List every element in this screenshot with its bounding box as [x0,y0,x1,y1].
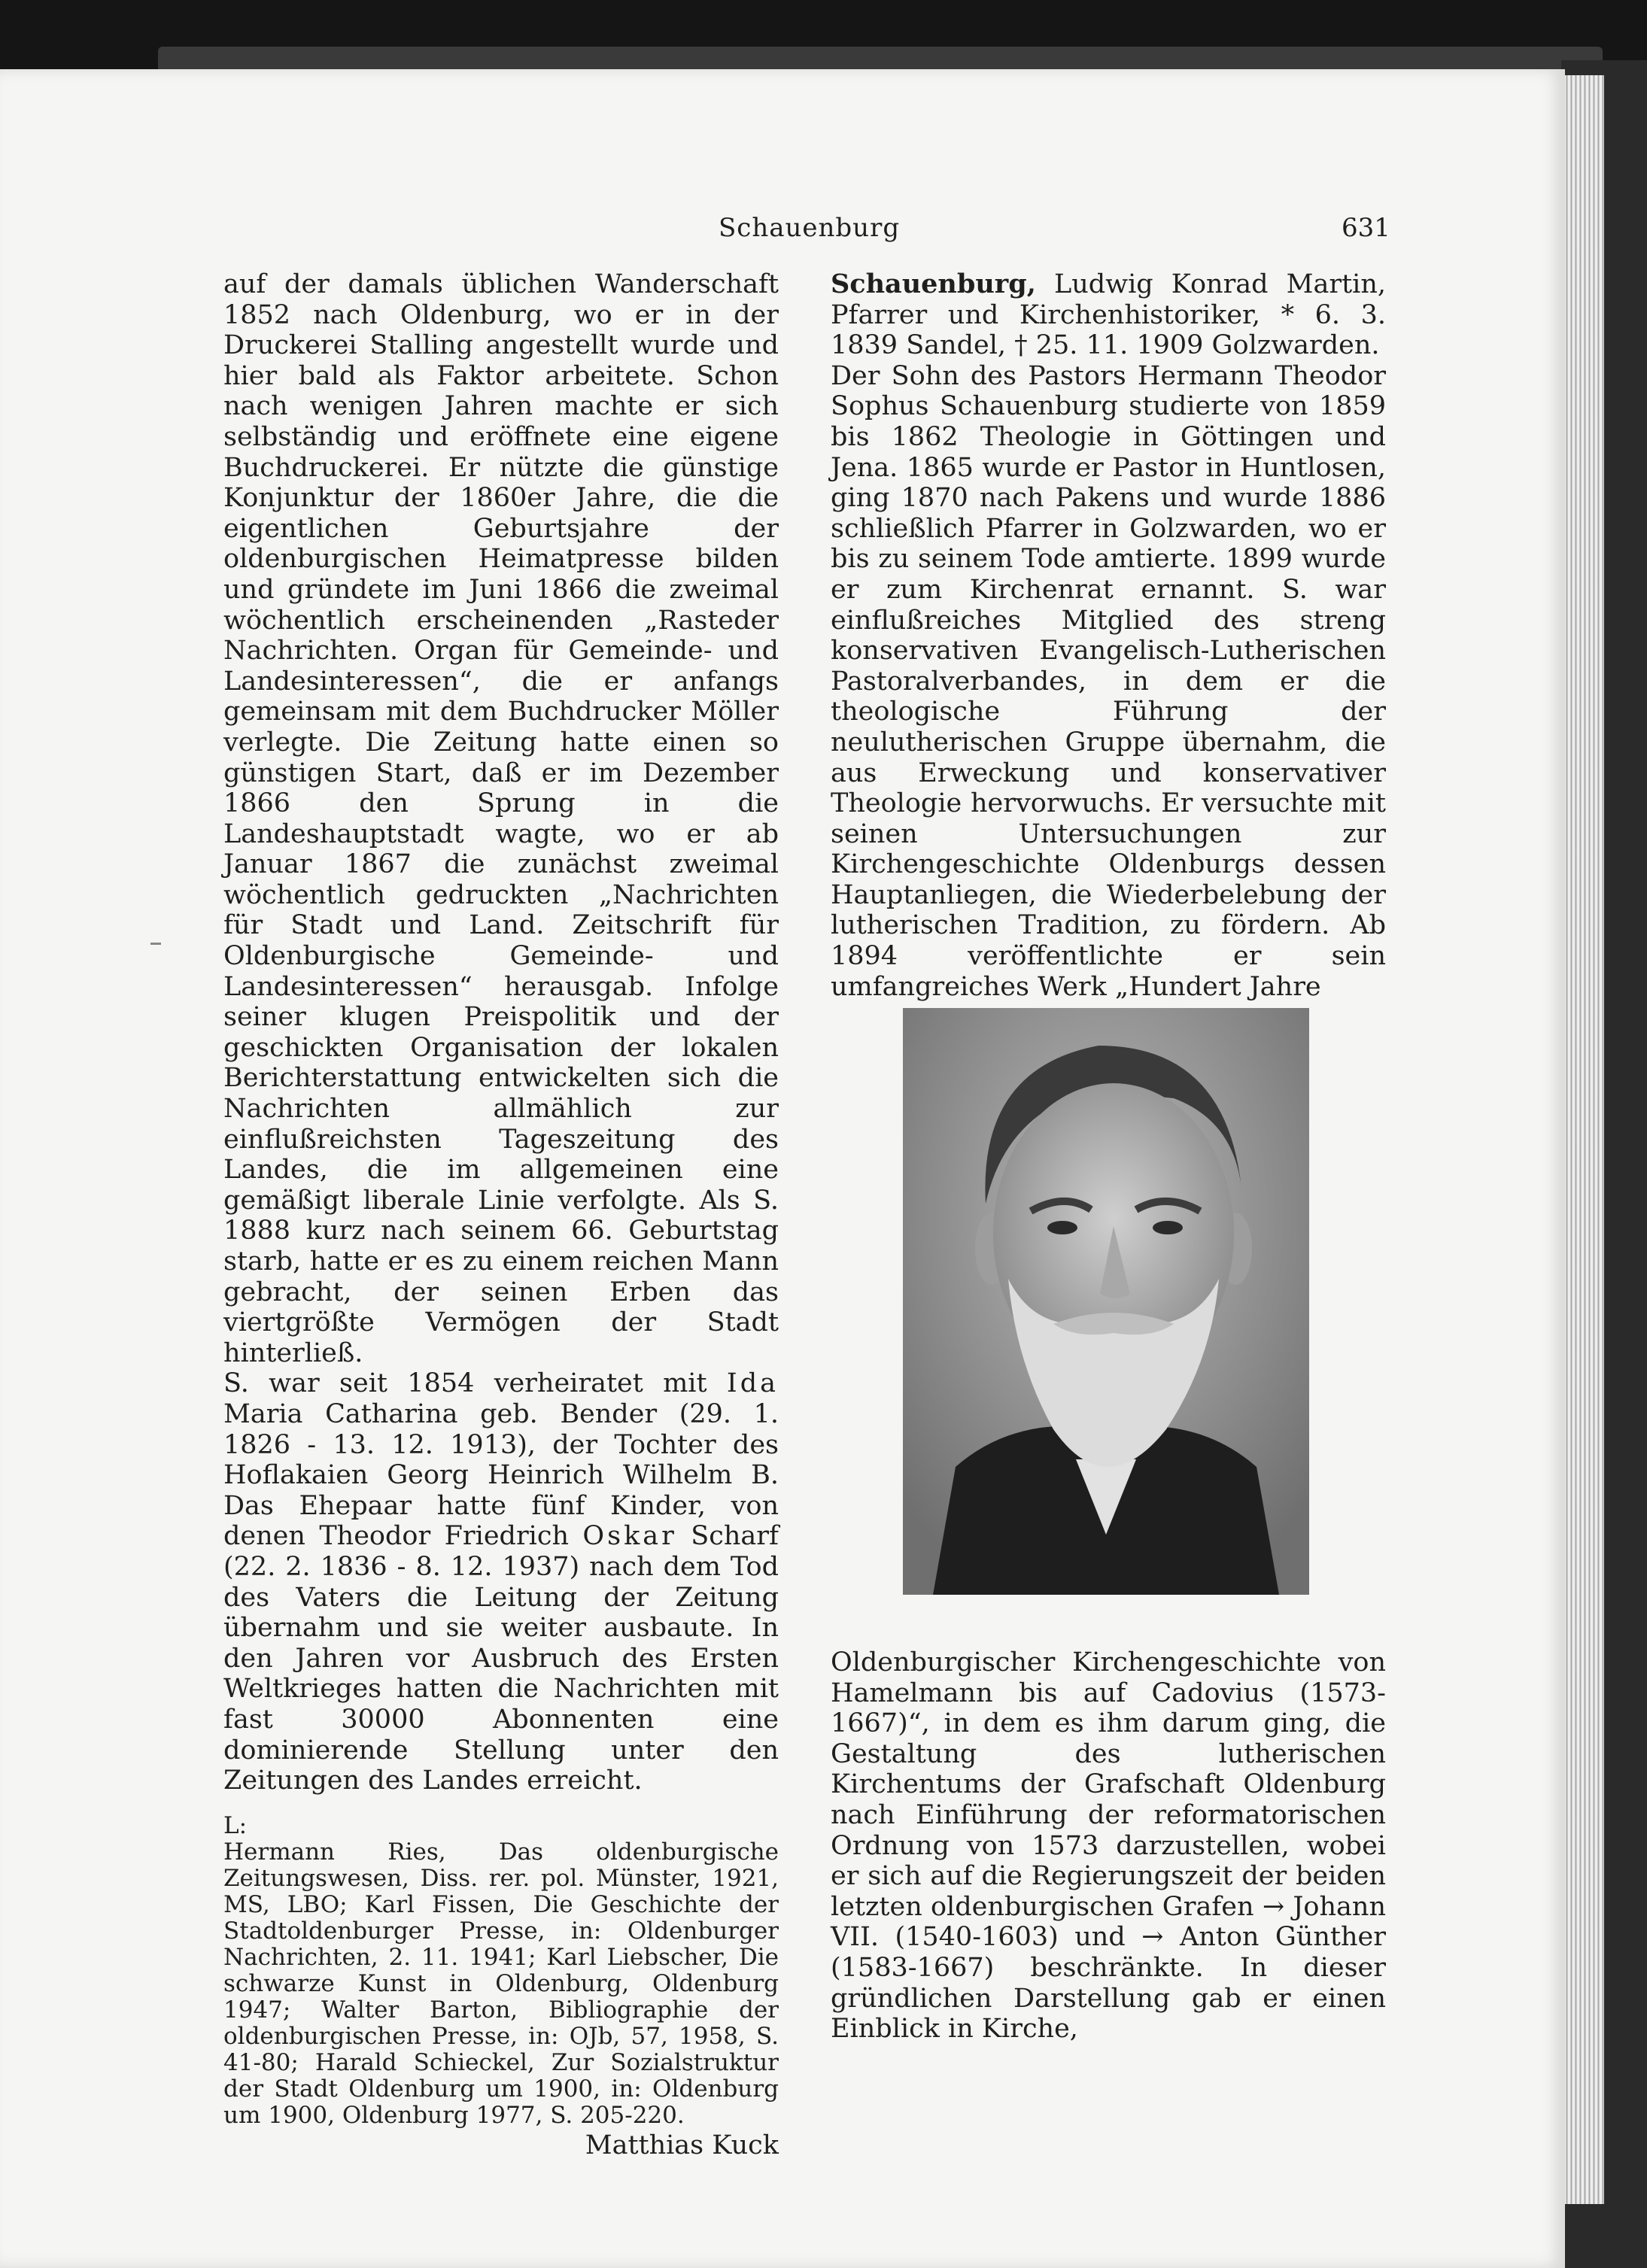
left-paragraph-1: auf der damals üblichen Wanderschaft 1852 nach Oldenburg, wo er in der Druckerei Stalling angestellt wurde und hier bald als Faktor arbeitete. Schon nach wenigen Jahren machte er sich selbständig und eröffnete eine eigene Buchdruckerei. Er nützte die günstige Konjunktur der 1860er Jahre, die die eigentlichen Geburtsjahre der oldenburgischen Heimatpresse bilden und gründete im Juni 1866 die zweimal wöchentlich erscheinenden „Rasteder Nachrichten. Organ für Gemeinde- und Landesinteressen“, die er anfangs gemeinsam mit dem Buchdrucker Möller verlegte. Die Zeitung hatte einen so günstigen Start, daß er im Dezember 1866 den Sprung in die Landeshauptstadt wagte, wo er ab Januar 1867 die zunächst zweimal wöchentlich gedruckten „Nachrichten für Stadt und Land. Zeitschrift für Oldenburgische Gemeinde- und Landesinteressen“ herausgab. Infolge seiner klugen Preispolitik und der geschickten Organisation der lokalen Berichterstattung entwickelten sich die Nachrichten allmählich zur einflußreichsten Tageszeitung des Landes, die im allgemeinen eine gemäßigt liberale Linie verfolgte. Als S. 1888 kurz nach seinem 66. Geburtstag starb, hatte er es zu einem reichen Mann gebracht, der seinen Erben das viertgrößte Vermögen der Stadt hinterließ. [223,269,779,1368]
margin-mark [150,943,161,945]
paragraph-2-text-b: Maria Catharina geb. Bender (29. 1. 1826 - 13. 12. 1913), der Tochter des Hoflakaien Georg Heinrich Wilhelm B. Das Ehepaar hatte fünf Kinder, von denen Theodor Friedrich [223,1398,779,1552]
right-paragraph-2: Oldenburgischer Kirchengeschichte von Hamelmann bis auf Cadovius (1573-1667)“, in dem es ihm darum ging, die Gestaltung des lutherischen Kirchentums der Grafschaft Oldenburg nach Einführung der reformatorischen Ordnung von 1573 darzustellen, wobei er sich auf die Regierungszeit der beiden letzten oldenburgischen Grafen → Johann VII. (1540-1603) und → Anton Günther (1583-1667) beschränkte. In dieser gründlichen Darstellung gab er einen Einblick in Kirche, [831,1647,1386,2045]
paragraph-2-text-c: Scharf (22. 2. 1836 - 8. 12. 1937) nach dem Tod des Vaters die Leitung der Zeitung übernahm und sie weiter ausbaute. In den Jahren vor Ausbruch des Ersten Weltkrieges hatten die Nachrichten mit fast 30000 Abonnenten eine dominierende Stellung unter den Zeitungen des Landes erreicht. [223,1521,779,1796]
right-column-top [831,269,1386,1002]
running-header: Schauenburg [719,213,901,243]
literature-section [223,1813,779,2129]
entry-header-text: Ludwig Konrad Martin, Pfarrer und Kirchenhistoriker, * 6. 3. 1839 Sandel, † 25. 11. 1909 Golzwarden. [831,269,1386,361]
portrait-photo [903,1008,1309,1595]
spaced-name-oskar: Oskar [582,1521,677,1552]
right-column-bottom [831,1647,1386,2045]
paragraph-2-text-a: S. war seit 1854 verheiratet mit [223,1368,727,1399]
entry-name: Schauenburg, [831,269,1036,299]
page-number: 631 [1342,213,1390,243]
literature-text: Hermann Ries, Das oldenburgische Zeitungswesen, Diss. rer. pol. Münster, 1921, MS, LBO; Karl Fissen, Die Geschichte der Stadtoldenburger Presse, in: Oldenburger Nachrichten, 2. 11. 1941; Karl Liebscher, Die schwarze Kunst in Oldenburg, Oldenburg 1947; Walter Barton, Bibliographie der oldenburgischen Presse, in: OJb, 57, 1958, S. 41-80; Harald Schieckel, Zur Sozialstruktur der Stadt Oldenburg um 1900, in: Oldenburg um 1900, Oldenburg 1977, S. 205-220. [223,1838,779,2129]
portrait-image [903,1008,1309,1595]
right-paragraph-1: Der Sohn des Pastors Hermann Theodor Sophus Schauenburg studierte von 1859 bis 1862 Theologie in Göttingen und Jena. 1865 wurde er Pastor in Huntlosen, ging 1870 nach Pakens und wurde 1886 schließlich Pfarrer in Golzwarden, wo er bis zu seinem Tode amtierte. 1899 wurde er zum Kirchenrat ernannt. S. war einflußreiches Mitglied des streng konservativen Evangelisch-Lutherischen Pastoralverbandes, in dem er die theologische Führung der neulutherischen Gruppe übernahm, die aus Erweckung und konservativer Theologie hervorwuchs. Er versuchte mit seinen Untersuchungen zur Kirchengeschichte Oldenburgs dessen Hauptanliegen, die Wiederbelebung der lutherischen Tradition, zu fördern. Ab 1894 veröffentlichte er sein umfangreiches Werk „Hundert Jahre [831,360,1386,1002]
left-paragraph-2 [223,1368,779,1796]
spaced-name-ida: Ida [726,1368,779,1399]
entry-header [831,269,1386,361]
literature-label: L: [223,1811,248,1839]
left-column [223,269,779,2160]
author-signature: Matthias Kuck [585,2130,779,2160]
